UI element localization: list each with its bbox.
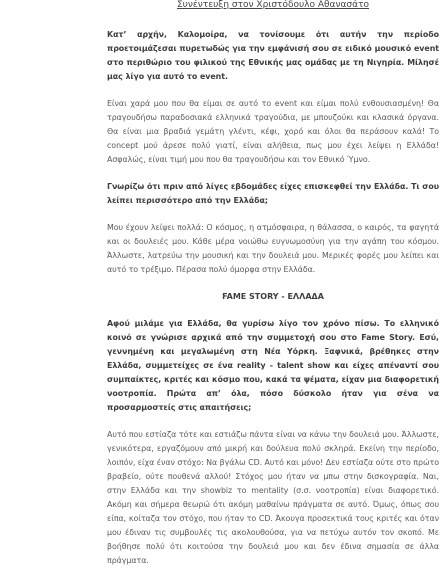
interview-title-link[interactable]: Συνέντευξη στον Χριστόδουλο Αθανασάτο <box>177 0 369 10</box>
section-heading: FAME STORY - ΕΛΛΑΔΑ <box>222 292 324 301</box>
answer-2: Μου έχουν λείψει πολλά: Ο κόσμος, η ατμόσφαιρα, η θάλασσα, ο καιρός, τα φαγητά και οι δουλειές μου. Κάθε μέρα νοιώθω ευγνωμοσύνη για την αγάπη του κόσμου. Άλλωστε, λατρεύω την μουσική και την δουλειά μου. Μερικές φορές μου λείπει και αυτό το τρέξιμο. Πέρασα πολύ όμορφα στην Ελλάδα. <box>107 223 439 274</box>
question-3: Αφού μιλάμε για Ελλάδα, θα γυρίσω λίγο τον χρόνο πίσω. Το ελληνικό κοινό σε γνώρισε αρχικά από την συμμετοχή σου στο Fame Story. Εσύ, γεννημένη και μεγαλωμένη στη Νέα Υόρκη. Ξαφνικά, βρέθηκες στην Ελλάδα, συμμετείχες σε ένα reality - talent show και είχες απέναντί σου συμπαίκτες, κριτές και κόσμο που, κακά τα ψέματα, είχαν μια διαφορετική νοοτροπία. Πρώτα απ’ όλα, πόσο δύσκολο ήταν για σένα να προσαρμοστείς στις απαιτήσεις; <box>107 319 439 412</box>
question-1: Κατ’ αρχήν, Καλομοίρα, να τονίσουμε ότι αυτήν την περίοδο προετοιμάζεσαι πυρετωδώς για την εμφάνισή σου σε ειδικό μουσικό event στο περιθώριο του φιλικού της Εθνικής μας ομάδας με τη Νιγηρία. Μίλησέ μας λίγο για αυτό το event. <box>107 30 439 81</box>
interview-article <box>107 0 439 568</box>
answer-3: Αυτό που εστίαζα τότε και εστιάζω πάντα είναι να κάνω την δουλειά μου. Άλλωστε, γενικότερα, εργαζόμουν από μικρή και δούλευα πολύ σκληρά. Εκείνη την περίοδο, λοιπόν, είχα έναν στόχο: Να βγάλω CD. Αυτό και μόνο! Δεν εστίαζα ούτε στο πρώτο βραβείο, ούτε πουθενά αλλού! Στόχος μου ήταν να μπω στην δισκογραφία. Ναι, στην Ελλάδα και την showbiz το mentality (σ.σ. νοοτροπία) είναι διαφορετικό. Ακόμη και σήμερα θεωρώ ότι ακόμη μαθαίνω πράγματα σε αυτό. Όμως, όπως σου είπα, κοίταζα τον στόχο, που ήταν το CD. Άκουγα προσεκτικά τους κριτές και όταν μου έδιναν τις συμβουλές τις ακολουθούσα, για να πετύχω αυτόν τον σκοπό. Με βοήθησε πολύ ότι κοιτούσα την δουλειά μου και δεν έδινα σημασία σε άλλα πράγματα. <box>107 430 439 565</box>
answer-1: Είναι χαρά μου που θα είμαι σε αυτό το event και είμαι πολύ ενθουσιασμένη! Θα τραγουδήσω παραδοσιακά ελληνικά τραγούδια, με μπουζούκι και κλασικά όργανα. Θα είναι μια βραδιά γεμάτη γλέντι, κέφι, χορό και όλοι θα περάσουν καλά! Το concept μού άρεσε πολύ γιατί, είναι αλήθεια, πως μου έχει λείψει η Ελλάδα! Ασφαλώς, είναι τιμή μου που θα τραγουδήσω και τον Εθνικό Ύμνο. <box>107 99 439 164</box>
question-2: Γνωρίζω ότι πριν από λίγες εβδομάδες είχες επισκεφθεί την Ελλάδα. Τι σου λείπει περισσότερο από την Ελλάδα; <box>107 182 439 205</box>
